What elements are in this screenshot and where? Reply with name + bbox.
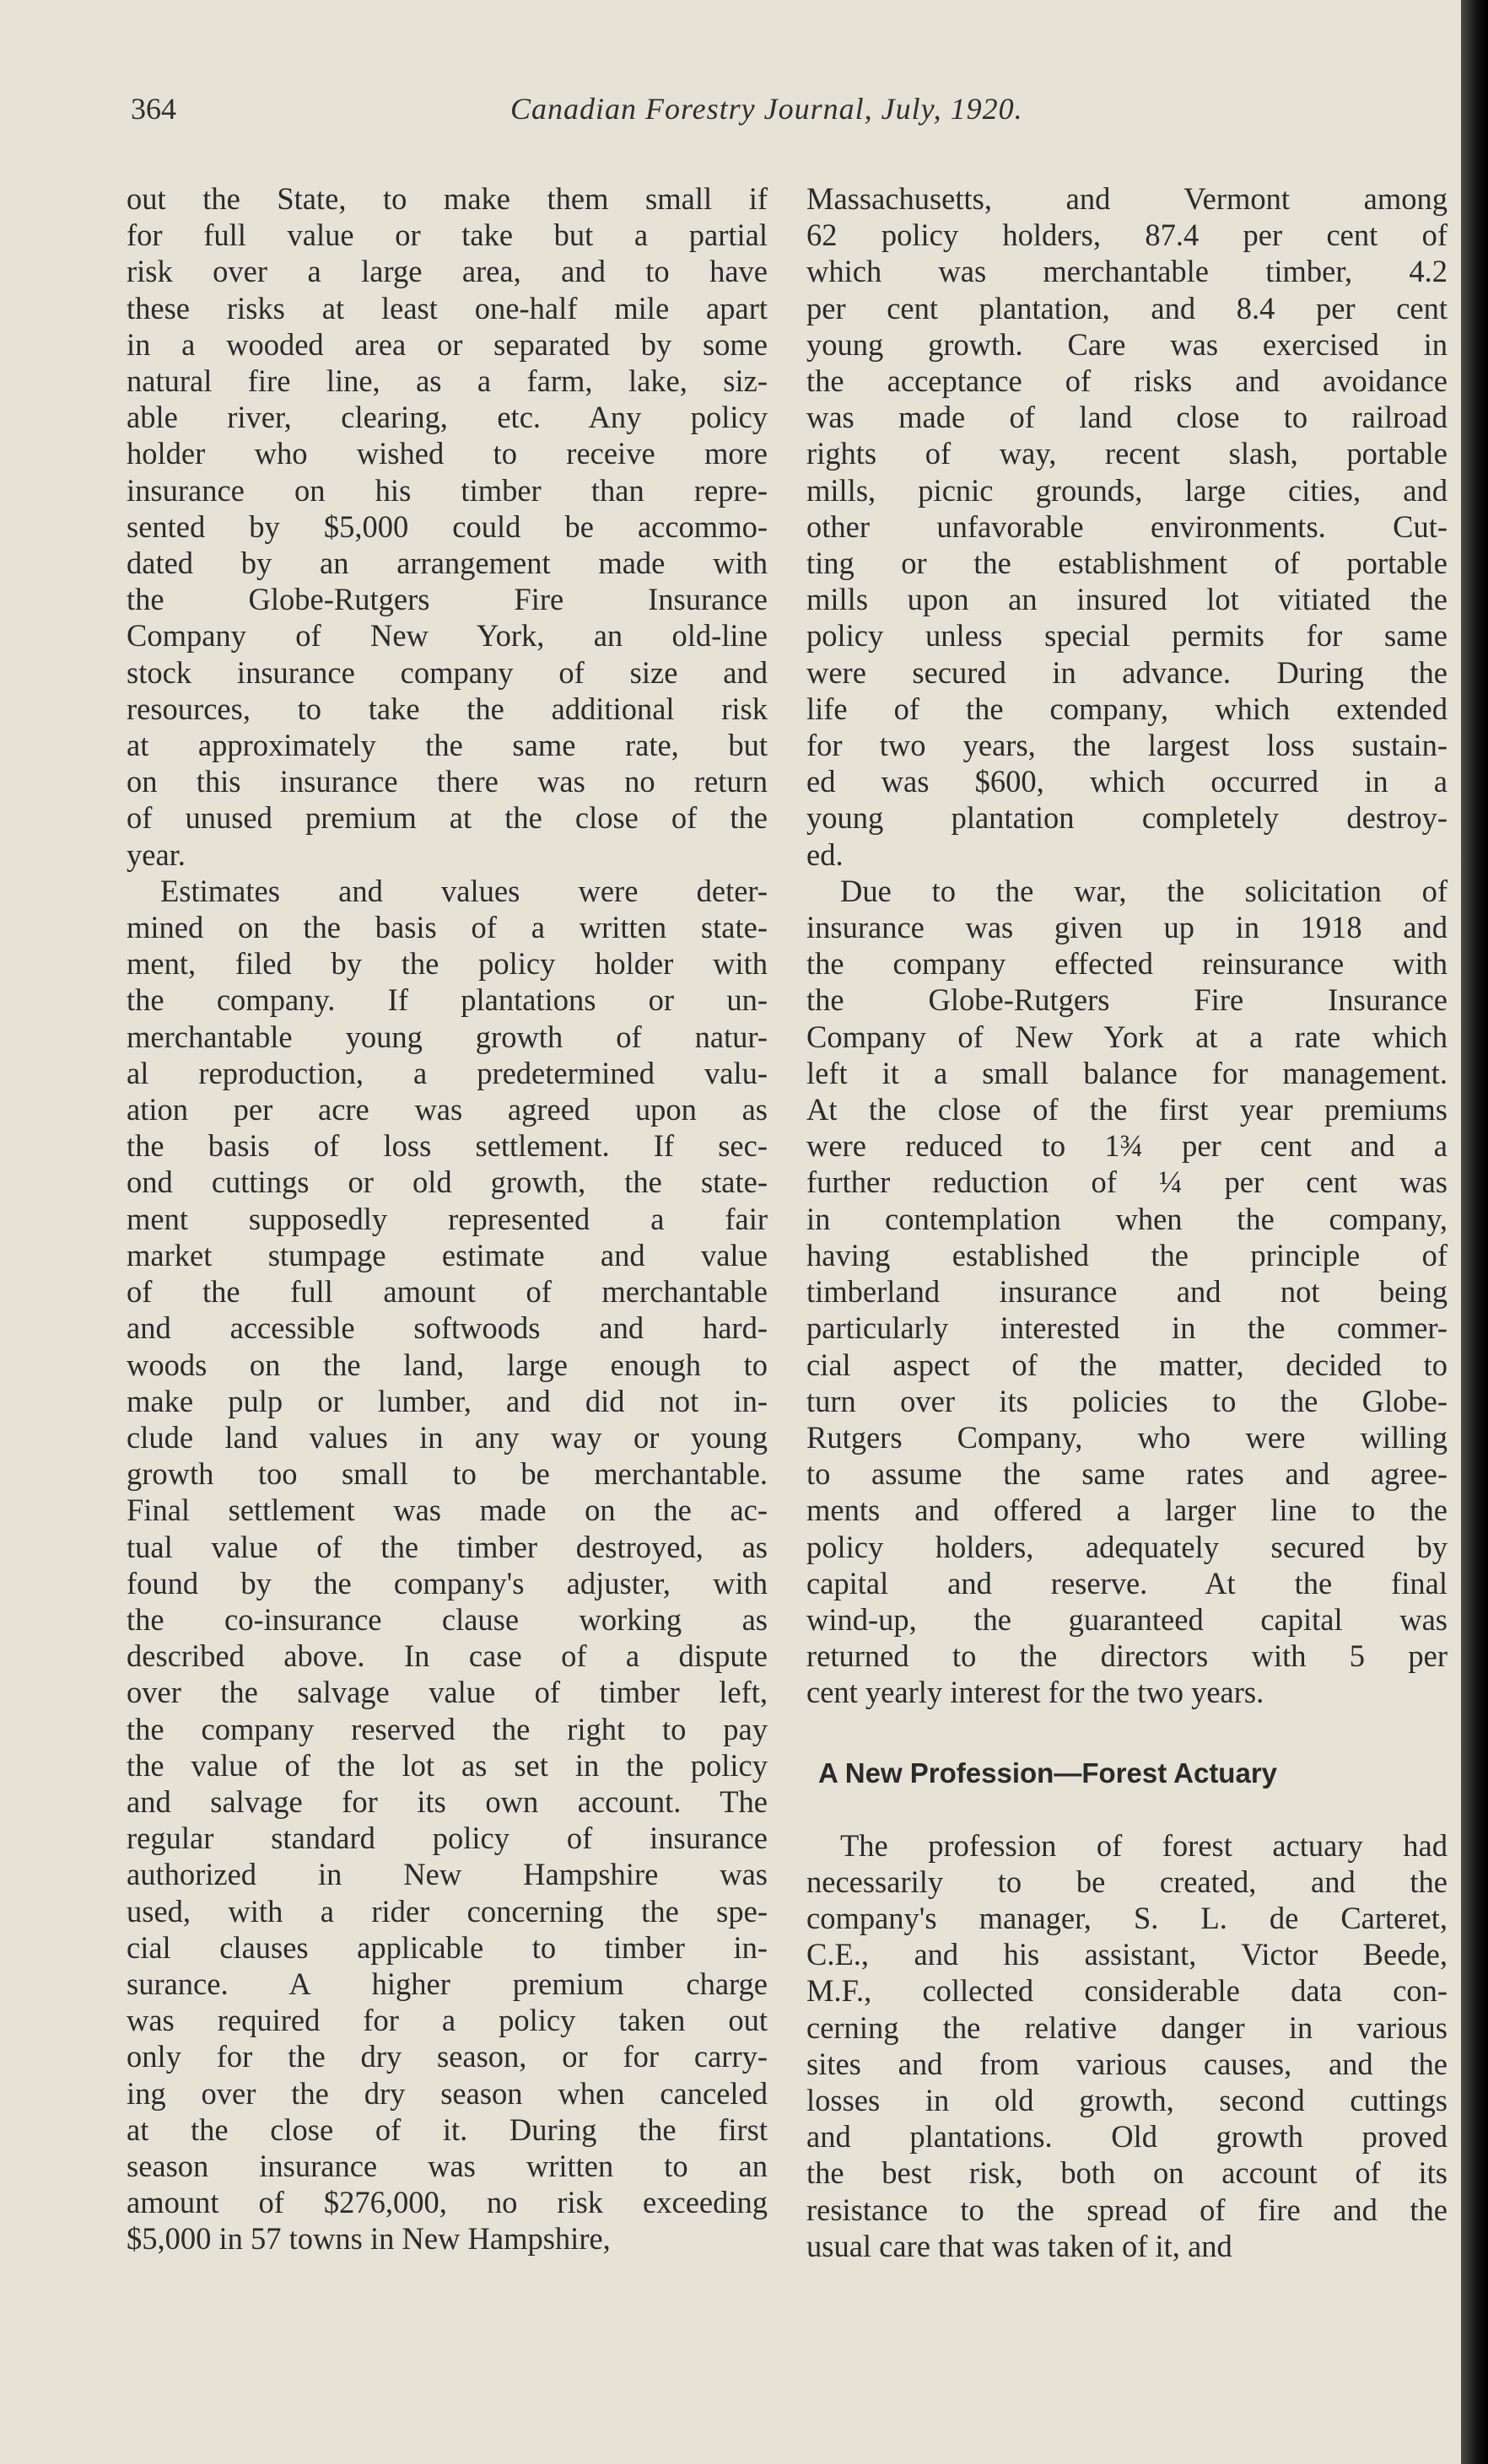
text-line: company's manager, S. L. de Carteret, bbox=[806, 1900, 1448, 1935]
text-line: tual value of the timber destroyed, as bbox=[127, 1529, 768, 1564]
text-line: Estimates and values were deter- bbox=[160, 873, 768, 908]
text-line: wind-up, the guaranteed capital was bbox=[806, 1601, 1448, 1637]
text-line: of the full amount of merchantable bbox=[127, 1274, 768, 1310]
text-line: for two years, the largest loss sustain- bbox=[806, 728, 1448, 763]
paragraph bbox=[806, 1827, 1448, 2264]
text-line: usual care that was taken of it, and bbox=[806, 2228, 1232, 2263]
text-line: 62 policy holders, 87.4 per cent of bbox=[806, 218, 1448, 253]
text-line: sented by $5,000 could be accommo- bbox=[127, 508, 768, 544]
text-line: holder who wished to receive more bbox=[127, 436, 768, 471]
text-line: dated by an arrangement made with bbox=[127, 546, 768, 581]
text-line: were reduced to 1¾ per cent and a bbox=[806, 1128, 1448, 1164]
text-line: policy holders, adequately secured by bbox=[806, 1529, 1448, 1564]
text-line: make pulp or lumber, and did not in- bbox=[127, 1383, 768, 1418]
text-line: life of the company, which extended bbox=[806, 691, 1448, 726]
text-line: was required for a policy taken out bbox=[127, 2003, 768, 2038]
text-line: timberland insurance and not being bbox=[806, 1274, 1448, 1310]
text-line: ment supposedly represented a fair bbox=[127, 1201, 768, 1236]
text-line: policy unless special permits for same bbox=[806, 618, 1448, 654]
text-line: turn over its policies to the Globe- bbox=[806, 1383, 1448, 1418]
text-line: to assume the same rates and agree- bbox=[806, 1456, 1448, 1492]
text-line: Due to the war, the solicitation of bbox=[840, 873, 1448, 908]
text-line: other unfavorable environments. Cut- bbox=[806, 508, 1448, 544]
text-line: mined on the basis of a written state- bbox=[127, 910, 768, 945]
section-heading: A New Profession—Forest Actuary bbox=[818, 1757, 1278, 1789]
left-column bbox=[127, 180, 768, 2257]
text-line: out the State, to make them small if bbox=[127, 181, 768, 216]
text-line: cial clauses applicable to timber in- bbox=[127, 1929, 768, 1965]
text-line: rights of way, recent slash, portable bbox=[806, 436, 1448, 471]
page-edge-shadow bbox=[1461, 0, 1488, 2464]
running-head bbox=[131, 91, 1447, 142]
text-line: year. bbox=[127, 837, 186, 872]
text-line: these risks at least one-half mile apart bbox=[127, 290, 768, 325]
text-line: season insurance was written to an bbox=[127, 2148, 768, 2183]
text-line: on this insurance there was no return bbox=[127, 764, 768, 799]
text-line: At the close of the first year premiums bbox=[806, 1092, 1448, 1127]
text-line: clude land values in any way or young bbox=[127, 1419, 768, 1455]
text-line: ed. bbox=[806, 837, 844, 872]
text-line: $5,000 in 57 towns in New Hampshire, bbox=[127, 2221, 611, 2257]
text-line: mills, picnic grounds, large cities, and bbox=[806, 472, 1448, 508]
text-line: stock insurance company of size and bbox=[127, 654, 768, 690]
text-line: Final settlement was made on the ac- bbox=[127, 1493, 768, 1528]
text-line: used, with a rider concerning the spe- bbox=[127, 1893, 768, 1929]
text-line: which was merchantable timber, 4.2 bbox=[806, 254, 1448, 289]
text-line: Rutgers Company, who were willing bbox=[806, 1419, 1448, 1455]
text-line: cent yearly interest for the two years. bbox=[806, 1675, 1264, 1710]
text-line: ond cuttings or old growth, the state- bbox=[127, 1165, 768, 1200]
text-line: mills upon an insured lot vitiated the bbox=[806, 582, 1448, 617]
paragraph bbox=[127, 180, 768, 873]
text-line: the company. If plantations or un- bbox=[127, 982, 768, 1018]
text-line: the company reserved the right to pay bbox=[127, 1711, 768, 1746]
text-line: at the close of it. During the first bbox=[127, 2112, 768, 2147]
right-column bbox=[806, 180, 1448, 2264]
text-line: returned to the directors with 5 per bbox=[806, 1638, 1448, 1674]
text-line: losses in old growth, second cuttings bbox=[806, 2082, 1448, 2117]
text-line: and accessible softwoods and hard- bbox=[127, 1310, 768, 1346]
text-line: particularly interested in the commer- bbox=[806, 1310, 1448, 1346]
text-line: Company of New York, an old-line bbox=[127, 618, 768, 654]
text-line: regular standard policy of insurance bbox=[127, 1821, 768, 1856]
text-line: for full value or take but a partial bbox=[127, 218, 768, 253]
text-line: young plantation completely destroy- bbox=[806, 800, 1448, 836]
text-line: Company of New York at a rate which bbox=[806, 1019, 1448, 1054]
text-line: The profession of forest actuary had bbox=[840, 1827, 1448, 1863]
text-line: ting or the establishment of portable bbox=[806, 546, 1448, 581]
text-line: the value of the lot as set in the policy bbox=[127, 1747, 768, 1783]
text-line: amount of $276,000, no risk exceeding bbox=[127, 2185, 768, 2220]
text-line: over the salvage value of timber left, bbox=[127, 1675, 768, 1710]
text-line: was made of land close to railroad bbox=[806, 400, 1448, 435]
paragraph bbox=[806, 873, 1448, 1711]
text-line: having established the principle of bbox=[806, 1237, 1448, 1272]
text-line: described above. In case of a dispute bbox=[127, 1638, 768, 1674]
text-line: the Globe-Rutgers Fire Insurance bbox=[806, 982, 1448, 1018]
text-line: the co-insurance clause working as bbox=[127, 1601, 768, 1637]
text-line: and plantations. Old growth proved bbox=[806, 2119, 1448, 2155]
text-line: ed was $600, which occurred in a bbox=[806, 764, 1448, 799]
text-line: surance. A higher premium charge bbox=[127, 1966, 768, 2001]
text-line: woods on the land, large enough to bbox=[127, 1347, 768, 1382]
text-line: in contemplation when the company, bbox=[806, 1201, 1448, 1236]
text-line: the best risk, both on account of its bbox=[806, 2155, 1448, 2191]
text-line: resistance to the spread of fire and the bbox=[806, 2192, 1448, 2227]
text-line: per cent plantation, and 8.4 per cent bbox=[806, 290, 1448, 325]
text-line: the Globe-Rutgers Fire Insurance bbox=[127, 582, 768, 617]
text-line: young growth. Care was exercised in bbox=[806, 326, 1448, 362]
text-line: and salvage for its own account. The bbox=[127, 1783, 768, 1819]
text-line: further reduction of ¼ per cent was bbox=[806, 1165, 1448, 1200]
text-line: merchantable young growth of natur- bbox=[127, 1019, 768, 1054]
text-line: the company effected reinsurance with bbox=[806, 946, 1448, 982]
text-line: cerning the relative danger in various bbox=[806, 2009, 1448, 2045]
text-line: resources, to take the additional risk bbox=[127, 691, 768, 726]
text-line: ment, filed by the policy holder with bbox=[127, 946, 768, 982]
text-line: Massachusetts, and Vermont among bbox=[806, 181, 1448, 216]
text-line: the basis of loss settlement. If sec- bbox=[127, 1128, 768, 1164]
text-line: of unused premium at the close of the bbox=[127, 800, 768, 836]
text-line: left it a small balance for management. bbox=[806, 1055, 1448, 1090]
text-line: market stumpage estimate and value bbox=[127, 1237, 768, 1272]
text-line: ation per acre was agreed upon as bbox=[127, 1092, 768, 1127]
text-line: growth too small to be merchantable. bbox=[127, 1456, 768, 1492]
text-line: in a wooded area or separated by some bbox=[127, 326, 768, 362]
page-number: 364 bbox=[131, 92, 176, 126]
text-line: found by the company's adjuster, with bbox=[127, 1565, 768, 1601]
text-line: insurance was given up in 1918 and bbox=[806, 910, 1448, 945]
text-line: insurance on his timber than repre- bbox=[127, 472, 768, 508]
text-line: at approximately the same rate, but bbox=[127, 728, 768, 763]
text-line: risk over a large area, and to have bbox=[127, 254, 768, 289]
text-line: al reproduction, a predetermined valu- bbox=[127, 1055, 768, 1090]
text-line: capital and reserve. At the final bbox=[806, 1565, 1448, 1601]
text-line: only for the dry season, or for carry- bbox=[127, 2039, 768, 2074]
text-line: natural fire line, as a farm, lake, siz- bbox=[127, 363, 768, 399]
text-line: cial aspect of the matter, decided to bbox=[806, 1347, 1448, 1382]
text-line: able river, clearing, etc. Any policy bbox=[127, 400, 768, 435]
text-line: the acceptance of risks and avoidance bbox=[806, 363, 1448, 399]
text-line: authorized in New Hampshire was bbox=[127, 1857, 768, 1892]
text-line: ments and offered a larger line to the bbox=[806, 1493, 1448, 1528]
text-line: necessarily to be created, and the bbox=[806, 1864, 1448, 1899]
journal-title: Canadian Forestry Journal, July, 1920. bbox=[510, 92, 1023, 126]
text-line: C.E., and his assistant, Victor Beede, bbox=[806, 1937, 1448, 1972]
text-line: ing over the dry season when canceled bbox=[127, 2075, 768, 2111]
text-line: M.F., collected considerable data con- bbox=[806, 1973, 1448, 2009]
text-line: sites and from various causes, and the bbox=[806, 2046, 1448, 2081]
paragraph bbox=[806, 180, 1448, 873]
paragraph bbox=[127, 873, 768, 2257]
text-line: were secured in advance. During the bbox=[806, 654, 1448, 690]
